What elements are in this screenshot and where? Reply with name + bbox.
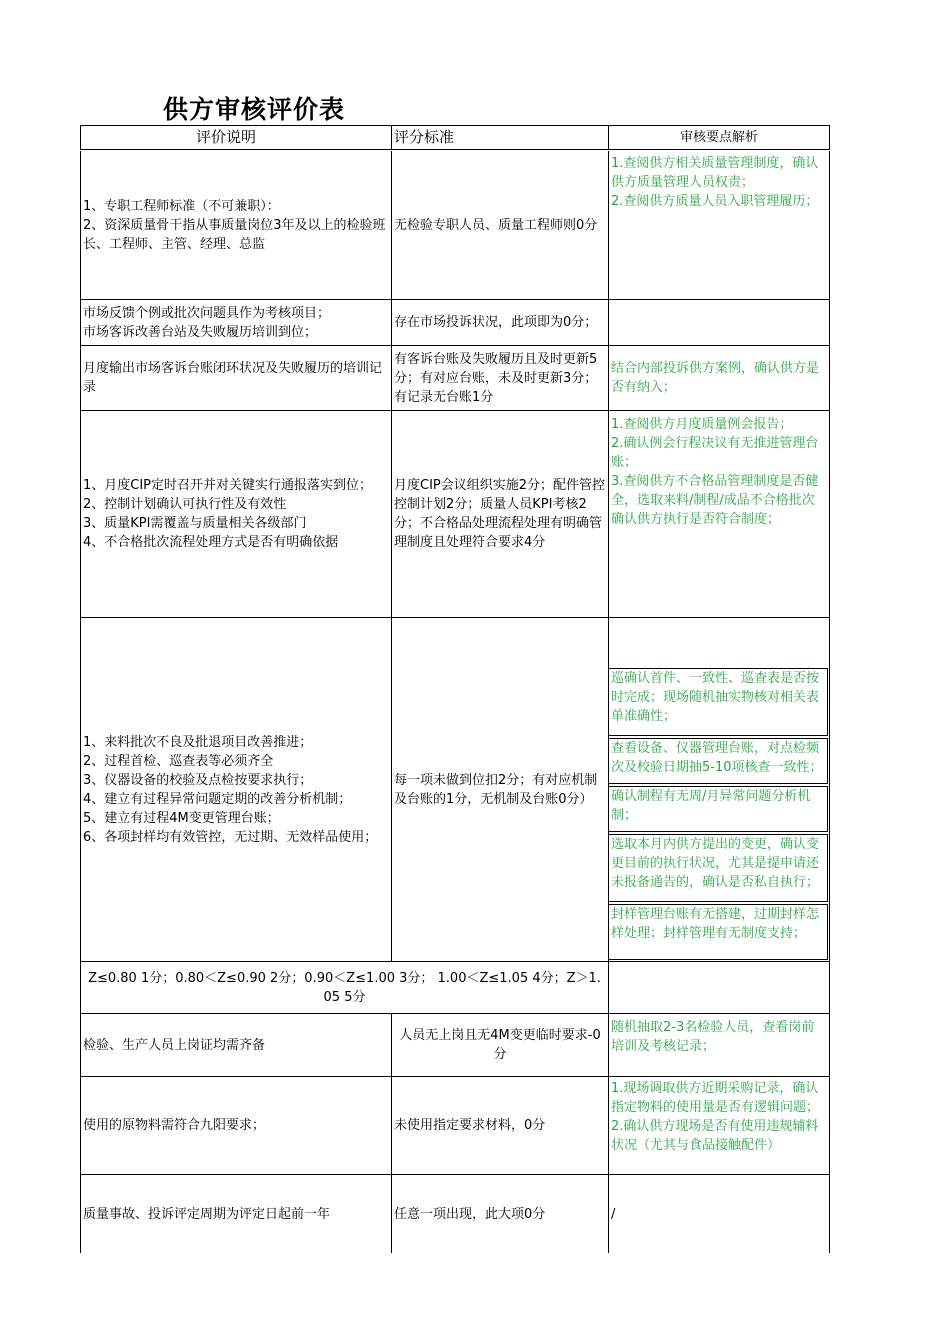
table-row-9-criteria bbox=[391, 1175, 608, 1253]
row1-criteria-line1: 无检验专职人员、质量工程师则0分 bbox=[394, 217, 598, 233]
header-col1-label: 评价说明 bbox=[196, 128, 257, 146]
row1-desc-line1: 1、专职工程师标准（不可兼职）： bbox=[83, 198, 280, 214]
table-row-7-description bbox=[80, 1014, 391, 1077]
header-col1 bbox=[80, 125, 391, 150]
row8-desc-line1: 使用的原物料需符合九阳要求； bbox=[83, 1118, 266, 1133]
row4-desc-line2: 2、控制计划确认可执行性及有效性 bbox=[83, 497, 287, 512]
row5-audit-subcell-4 bbox=[608, 834, 828, 902]
row7-audit-line1: 随机抽取2-3名检验人员，查看岗前培训及考核记录； bbox=[611, 1020, 815, 1054]
row2-criteria-line1: 存在市场投诉状况，此项即为0分； bbox=[394, 315, 598, 330]
table-row-5-criteria bbox=[391, 618, 608, 962]
table-row-2-description bbox=[80, 300, 391, 346]
header-col2-label: 评分标准 bbox=[394, 128, 455, 146]
table-row-1-description bbox=[80, 151, 391, 300]
row4-desc-line3: 3、质量KPI需覆盖与质量相关各级部门 bbox=[83, 516, 307, 531]
row5-desc-line2: 2、过程首检、巡查表等必须齐全 bbox=[83, 753, 274, 769]
table-row-8-audit-points bbox=[608, 1077, 830, 1175]
row9-criteria-line1: 任意一项出现，此大项0分 bbox=[394, 1206, 546, 1222]
header-col3 bbox=[608, 125, 830, 150]
row4-audit-line1: 1.查阅供方月度质量例会报告； bbox=[611, 417, 793, 432]
row2-desc-line1: 市场反馈个例或批次问题具作为考核项目； bbox=[83, 305, 331, 321]
row2-desc-line2: 市场客诉改善台站及失败履历培训到位； bbox=[83, 324, 318, 340]
row5-desc-line1: 1、来料批次不良及批退项目改善推进； bbox=[83, 734, 313, 750]
table-row-9-audit-points bbox=[608, 1175, 830, 1253]
row9-desc-line1: 质量事故、投诉评定周期为评定日起前一年 bbox=[83, 1206, 331, 1222]
table-row-3-description bbox=[80, 346, 391, 411]
row5-desc-line3: 3、仪器设备的校验及点检按要求执行； bbox=[83, 772, 313, 788]
row5-audit-subcell-2 bbox=[608, 738, 828, 784]
row8-criteria-line1: 未使用指定要求材料，0分 bbox=[394, 1118, 546, 1133]
table-row-4-criteria bbox=[391, 411, 608, 618]
table-row-3-criteria bbox=[391, 346, 608, 411]
row6-scoring-text: Z≤0.80 1分；0.80＜Z≤0.90 2分；0.90＜Z≤1.00 3分； 1.00＜Z≤1.05 4分；Z＞1.05 5分 bbox=[88, 970, 601, 1005]
row5-desc-line6: 6、各项封样均有效管控，无过期、无效样品使用； bbox=[83, 829, 378, 845]
table-row-7-criteria bbox=[391, 1014, 608, 1077]
table-row-2-audit-points bbox=[608, 300, 830, 346]
row3-desc-line1: 月度输出市场客诉台账闭环状况及失败履历的培训记录 bbox=[83, 361, 383, 395]
row3-audit-line1: 结合内部投诉供方案例，确认供方是否有纳入； bbox=[611, 361, 820, 395]
table-row-8-criteria bbox=[391, 1077, 608, 1175]
row8-audit-line1: 1.现场调取供方近期采购记录，确认指定物料的使用量是否有逻辑问题； bbox=[611, 1081, 820, 1115]
row3-criteria-line1: 有客诉台账及失败履历且及时更新5分；有对应台账，未及时更新3分；有记录无台账1分 bbox=[394, 351, 598, 405]
table-row-6-scoring-rule bbox=[80, 962, 608, 1014]
row1-desc-line2: 2、资深质量骨干指从事质量岗位3年及以上的检验班长、工程师、主管、经理、总监 bbox=[83, 217, 386, 252]
row5-criteria-line1: 每一项未做到位扣2分；有对应机制及台账的1分，无机制及台账0分） bbox=[394, 772, 598, 807]
page-title: 供方审核评价表 bbox=[163, 95, 346, 124]
table-row-1-criteria bbox=[391, 151, 608, 300]
table-row-4-description bbox=[80, 411, 391, 618]
row5-audit-line5: 封样管理台账有无搭建，过期封样怎样处理；封样管理有无制度支持； bbox=[611, 907, 820, 941]
row9-audit-line1: / bbox=[611, 1206, 616, 1222]
row7-desc-line1: 检验、生产人员上岗证均需齐备 bbox=[83, 1037, 266, 1053]
row5-audit-line1: 巡确认首件、一致性、巡查表是否按时完成；现场随机抽实物核对相关表单准确性； bbox=[611, 671, 820, 724]
row1-audit-line1: 1.查阅供方相关质量管理制度，确认供方质量管理人员权责； bbox=[611, 156, 819, 190]
row5-audit-subcell-3 bbox=[608, 786, 828, 832]
row4-desc-line4: 4、不合格批次流程处理方式是否有明确依据 bbox=[83, 535, 339, 550]
row5-desc-line5: 5、建立有过程4M变更管理台账； bbox=[83, 810, 280, 826]
header-col3-label: 审核要点解析 bbox=[679, 130, 758, 145]
row5-audit-subcell-1 bbox=[608, 668, 828, 736]
table-row-8-description bbox=[80, 1077, 391, 1175]
row1-audit-line2: 2.查阅供方质量人员入职管理履历； bbox=[611, 194, 819, 209]
table-row-6-audit-points bbox=[608, 962, 830, 1014]
table-row-9-description bbox=[80, 1175, 391, 1253]
row5-audit-subcell-5 bbox=[608, 904, 828, 960]
row4-audit-line2: 2.确认例会行程决议有无推进管理台账； bbox=[611, 436, 819, 470]
row4-audit-line3: 3.查阅供方不合格品管理制度是否健全，选取来料/制程/成品不合格批次确认供方执行是否符合制度； bbox=[611, 474, 819, 527]
table-row-1-audit-points bbox=[608, 151, 830, 300]
table-row-4-audit-points bbox=[608, 411, 830, 618]
row5-desc-line4: 4、建立有过程异常问题定期的改善分析机制； bbox=[83, 791, 352, 807]
table-row-2-criteria bbox=[391, 300, 608, 346]
row4-desc-line1: 1、月度CIP定时召开并对关键实行通报落实到位； bbox=[83, 478, 373, 493]
table-row-3-audit-points bbox=[608, 346, 830, 411]
header-col2 bbox=[391, 125, 608, 150]
row5-audit-line4: 选取本月内供方提出的变更，确认变更目前的执行状况，尤其是提申请还未报备通告的，确认是否私自执行； bbox=[611, 837, 820, 890]
row5-audit-line2: 查看设备、仪器管理台账，对点检频次及校验日期抽5-10项核查一致性； bbox=[611, 741, 823, 775]
table-row-7-audit-points bbox=[608, 1014, 830, 1077]
row7-criteria-line1: 人员无上岗且无4M变更临时要求-0分 bbox=[399, 1028, 601, 1062]
row4-criteria-line1: 月度CIP会议组织实施2分；配件管控控制计划2分；质量人员KPI考核2分；不合格品处理流程处理有明确管理制度且处理符合要求4分 bbox=[394, 478, 606, 550]
row5-audit-line3: 确认制程有无周/月异常问题分析机制； bbox=[611, 789, 811, 823]
row8-audit-line2: 2.确认供方现场是否有使用违规辅料状况（尤其与食品接触配件） bbox=[611, 1119, 819, 1153]
table-row-5-description bbox=[80, 618, 391, 962]
